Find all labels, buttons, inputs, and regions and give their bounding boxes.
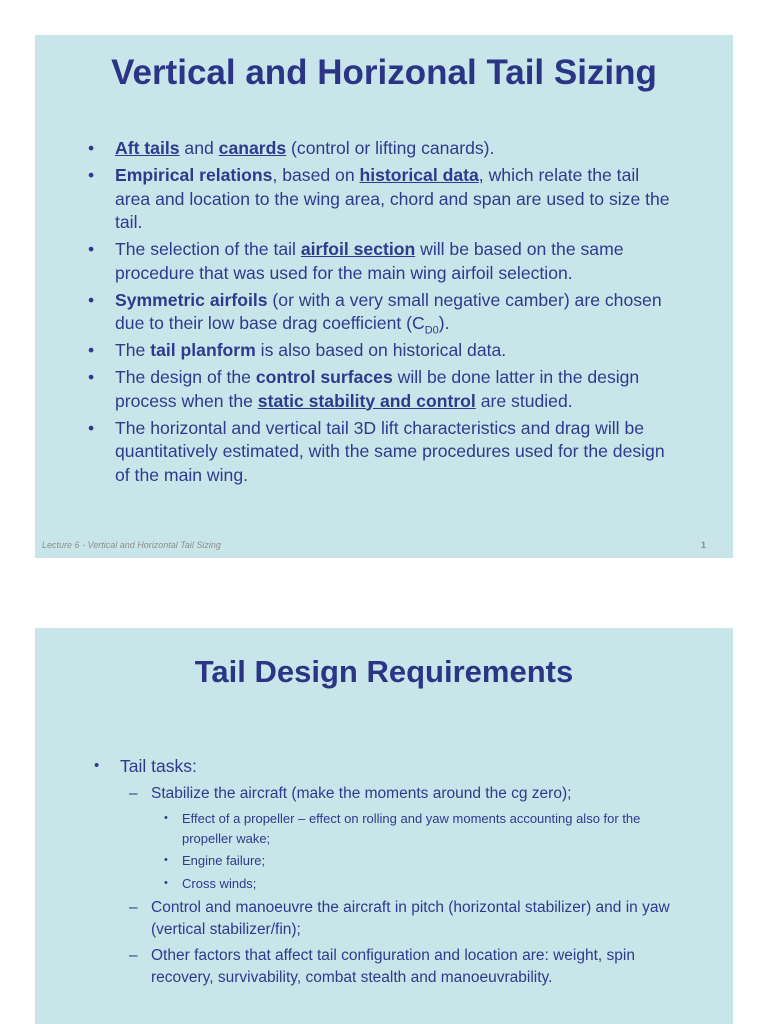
bullet-item bbox=[115, 289, 677, 336]
bullet-item bbox=[115, 164, 677, 235]
bullet-text: , which relate the tail area and location to the wing area, chord and span are used to size the tail. bbox=[115, 165, 670, 232]
bullet-text: The design of the bbox=[115, 367, 256, 387]
bullet-item bbox=[115, 238, 677, 285]
slide-footer: Lecture 6 - Vertical and Horizontal Tail Sizing bbox=[42, 540, 221, 550]
term-symmetric-airfoils: Symmetric airfoils bbox=[115, 289, 268, 310]
sub-item bbox=[151, 783, 683, 893]
bullet-text: The selection of the tail bbox=[115, 239, 301, 259]
subsub-item: • Cross winds; bbox=[182, 874, 683, 894]
subsub-item: • Effect of a propeller – effect on rolling and yaw moments accounting also for the propeller wake; bbox=[182, 809, 683, 848]
bullet-text: The horizontal and vertical tail 3D lift characteristics and drag will be quantitatively estimated, with the same procedures used for the design of the main wing. bbox=[115, 417, 665, 485]
slide-1 bbox=[35, 35, 733, 558]
bullet-text: , based on bbox=[272, 165, 360, 185]
term-aft-tails: Aft tails bbox=[115, 138, 180, 158]
bullet-item bbox=[115, 339, 677, 363]
term-tail-planform: tail planform bbox=[150, 340, 256, 360]
bullet-text: ). bbox=[438, 313, 450, 333]
slide-title: Tail Design Requirements bbox=[194, 654, 574, 689]
bullet-text: (or with a very small negative camber) are chosen due to their low base drag coefficient (C bbox=[115, 289, 662, 333]
bullet-item bbox=[120, 755, 683, 989]
subsub-list bbox=[151, 809, 683, 893]
bullet-text: (control or lifting canards). bbox=[286, 138, 495, 158]
sub-item: – Control and manoeuvre the aircraft in pitch (horizontal stabilizer) and in yaw (vertical stabilizer/fin); bbox=[151, 897, 683, 941]
page-number: 1 bbox=[700, 540, 706, 550]
bullet-text: Tail tasks: bbox=[120, 756, 197, 776]
bullet-item bbox=[115, 366, 677, 413]
sub-list bbox=[120, 783, 683, 989]
term-airfoil-section: airfoil section bbox=[300, 239, 416, 259]
slide-title: Vertical and Horizonal Tail Sizing bbox=[111, 53, 657, 92]
term-canards: canards bbox=[218, 138, 287, 158]
subscript: D0 bbox=[424, 324, 439, 337]
bullet-text: and bbox=[179, 138, 219, 158]
bullet-text: is also based on historical data. bbox=[255, 340, 507, 360]
term-control-surfaces: control surfaces bbox=[255, 367, 393, 387]
bullet-item bbox=[115, 137, 677, 161]
bullet-text: are studied. bbox=[475, 390, 573, 411]
bullet-item bbox=[115, 417, 677, 488]
bullet-list bbox=[115, 137, 677, 491]
sub-item: – Other factors that affect tail configuration and location are: weight, spin recovery, survivability, combat stealth and manoeuvrability. bbox=[151, 945, 683, 989]
subsub-item: • Engine failure; bbox=[182, 851, 683, 871]
bullet-text: will be based on the same procedure that was used for the main wing airfoil selection. bbox=[115, 239, 624, 283]
slide-2 bbox=[35, 628, 733, 1024]
sub-item-text: Stabilize the aircraft (make the moments around the cg zero); bbox=[151, 785, 572, 802]
term-static-stability: static stability and control bbox=[257, 390, 476, 411]
bullet-list bbox=[120, 755, 683, 993]
bullet-text: will be done latter in the design process when the bbox=[115, 367, 640, 411]
bullet-text: The bbox=[115, 340, 151, 360]
term-empirical-relations: Empirical relations bbox=[115, 165, 273, 185]
term-historical-data: historical data bbox=[359, 165, 479, 185]
